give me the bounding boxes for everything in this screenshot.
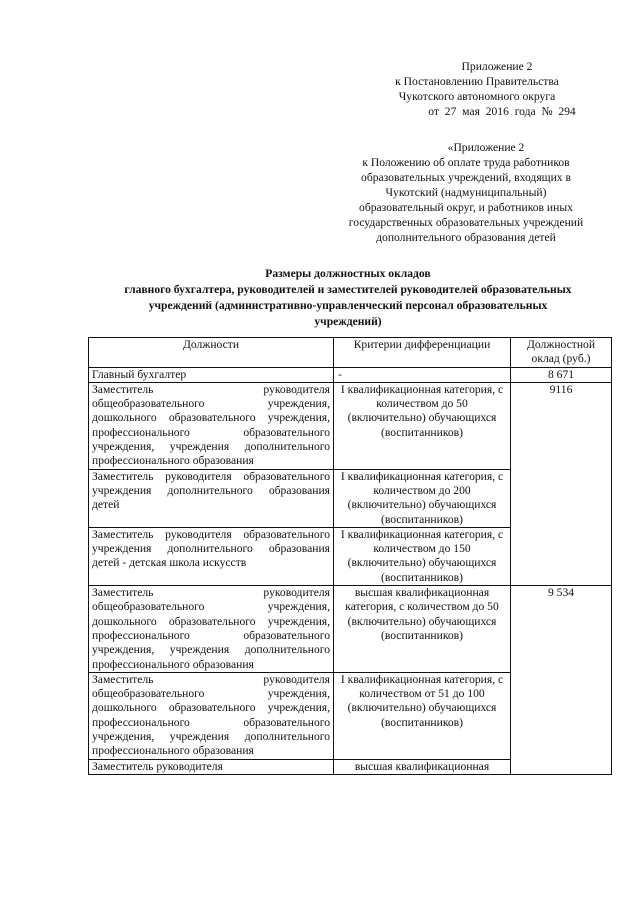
salary-cell: 9116 (511, 382, 612, 585)
position-cell: Заместитель руководителя образовательного учреждения дополнительного образования детей - детская школа искусств (89, 527, 334, 585)
appendix-line: Приложение 2 (461, 60, 533, 73)
regulation-line: образовательный округ, и работников иных (359, 201, 573, 214)
criteria-cell: I квалификационная категория, с количеством до 150 (включительно) обучающихся (воспитанников) (334, 527, 511, 585)
title-line: учреждений (административно-управленческий персонал образовательных (148, 299, 548, 312)
column-header-position: Должности (89, 338, 334, 368)
position-cell: Заместитель руководителя общеобразовательного учреждения, дошкольного образовательного учреждения, профессионального образовательного учреждения, учреждения дополнительного профессионального образования (89, 382, 334, 469)
regulation-line: государственных образовательных учреждений (348, 216, 584, 229)
regulation-line: Чукотский (надмуниципальный) (385, 186, 547, 199)
regulation-line: образовательных учреждений, входящих в (361, 171, 571, 184)
title-line: Размеры должностных окладов (265, 267, 431, 280)
appendix-line: от 27 мая 2016 года № 294 (428, 105, 576, 118)
appendix-line: к Постановлению Правительства (395, 75, 559, 88)
document-title (88, 266, 608, 330)
table-row (89, 367, 612, 382)
table-header-row (89, 338, 612, 368)
criteria-cell: высшая квалификационная (334, 759, 511, 774)
regulation-line: «Приложение 2 (447, 141, 525, 154)
regulation-line: дополнительного образования детей (376, 231, 556, 244)
criteria-cell: I квалификационная категория, с количеством до 50 (включительно) обучающихся (воспитанников) (334, 382, 511, 469)
table-row (89, 382, 612, 469)
table-row (89, 586, 612, 673)
column-header-criteria: Критерии дифференциации (334, 338, 511, 368)
regulation-header (330, 140, 602, 245)
appendix-header (352, 59, 602, 119)
column-header-salary: Должностной оклад (руб.) (511, 338, 612, 368)
regulation-line: к Положению об оплате труда работников (362, 156, 570, 169)
position-cell: Заместитель руководителя общеобразовательного учреждения, дошкольного образовательного учреждения, профессионального образовательного учреждения, учреждения дополнительного профессионального образования (89, 586, 334, 673)
salary-cell: 9 534 (511, 586, 612, 775)
position-cell: Заместитель руководителя образовательного учреждения дополнительного образования детей (89, 469, 334, 527)
title-line: учреждений) (314, 315, 382, 328)
salary-table (88, 337, 612, 775)
criteria-cell: I квалификационная категория, с количеством от 51 до 100 (включительно) обучающихся (воспитанников) (334, 672, 511, 759)
appendix-line: Чукотского автономного округа (398, 90, 556, 103)
title-line: главного бухгалтера, руководителей и заместителей руководителей образовательных (124, 283, 572, 296)
position-cell: Заместитель руководителя (89, 759, 334, 774)
position-cell: Главный бухгалтер (89, 367, 334, 382)
criteria-cell: - (334, 367, 511, 382)
salary-cell: 8 671 (511, 367, 612, 382)
position-cell: Заместитель руководителя общеобразовательного учреждения, дошкольного образовательного учреждения, профессионального образовательного учреждения, учреждения дополнительного профессионального образования (89, 672, 334, 759)
criteria-cell: I квалификационная категория, с количеством до 200 (включительно) обучающихся (воспитанников) (334, 469, 511, 527)
criteria-cell: высшая квалификационная категория, с количеством до 50 (включительно) обучающихся (воспитанников) (334, 586, 511, 673)
